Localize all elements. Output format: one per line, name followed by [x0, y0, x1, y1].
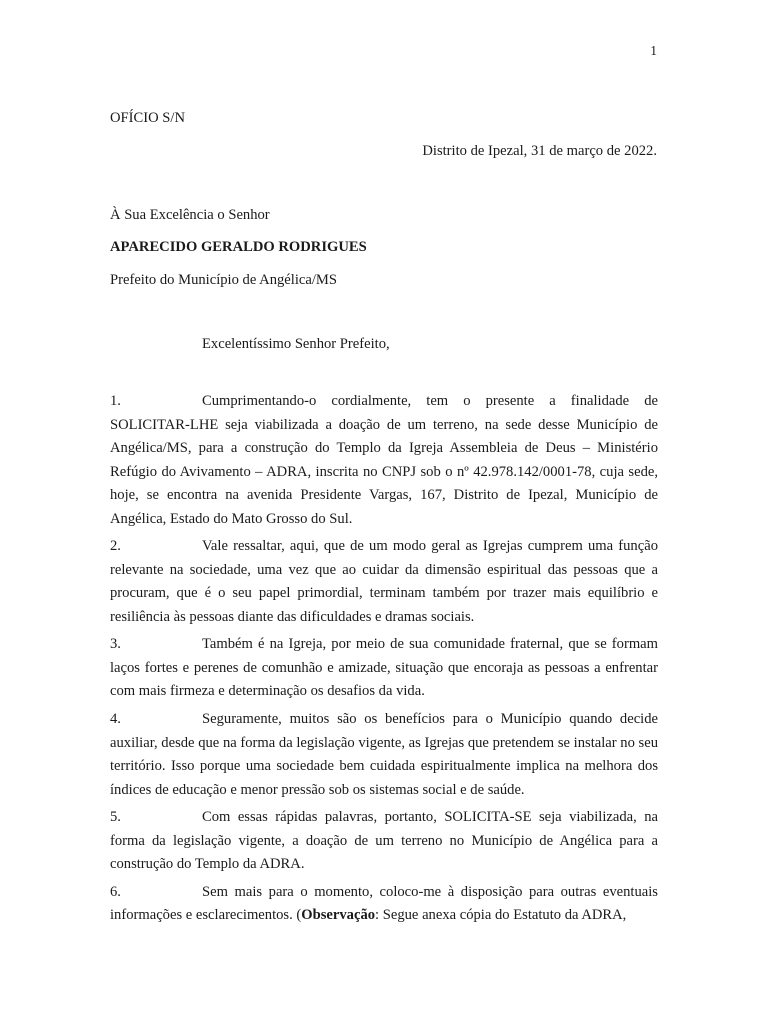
paragraph-number: 1. [110, 393, 121, 409]
letter-body [110, 390, 658, 932]
oficio-label: OFÍCIO S/N [110, 110, 186, 126]
addressee-title: Prefeito do Município de Angélica/MS [110, 272, 337, 288]
paragraph-text: Cumprimentando-o cordialmente, tem o presente a finalidade de SOLICITAR-LHE seja viabilizada a doação de um terreno, na sede desse Município de Angélica/MS, para a construção do Templo da Igreja Assembleia de Deus – Ministério Refúgio do Avivamento – ADRA, inscrita no CNPJ sob o nº 42.978.142/0001-78, cuja sede, hoje, se encontra na avenida Presidente Vargas, 167, Distrito de Ipezal, Município de Angélica, Estado do Mato Grosso do Sul. [110, 393, 658, 527]
page-number: 1 [650, 43, 657, 58]
paragraph-number: 6. [110, 883, 121, 900]
observation-label: Observação [301, 907, 376, 924]
paragraph-2 [110, 535, 658, 629]
paragraph-text: Seguramente, muitos são os benefícios para o Município quando decide auxiliar, desde que na forma da legislação vigente, as Igrejas que pretendem se instalar no seu território. Isso porque uma sociedade bem cuidada espiritualmente implica na melhora dos índices de educação e menor pressão sob os sistemas social e de saúde. [110, 711, 658, 798]
greeting: Excelentíssimo Senhor Prefeito, [202, 336, 390, 352]
paragraph-1 [110, 390, 658, 531]
paragraph-text: Também é na Igreja, por meio de sua comunidade fraternal, que se formam laços fortes e perenes de comunhão e amizade, situação que encoraja as pessoas a enfrentar com mais firmeza e determinação os desafios da vida. [110, 636, 658, 700]
addressee-name: APARECIDO GERALDO RODRIGUES [110, 239, 367, 255]
paragraph-text-after: : Segue anexa cópia do Estatuto da ADRA, [375, 907, 627, 924]
paragraph-number: 5. [110, 809, 121, 826]
paragraph-4 [110, 708, 658, 802]
paragraph-3 [110, 633, 658, 704]
addressee-salutation: À Sua Excelência o Senhor [110, 207, 270, 223]
paragraph-text-before: Sem mais para o momento, coloco-me à disposição para outras eventuais informações e esclarecimentos. ( [110, 883, 658, 924]
paragraph-text: Vale ressaltar, aqui, que de um modo geral as Igrejas cumprem uma função relevante na sociedade, uma vez que ao cuidar da dimensão espiritual das pessoas que a procuram, que é o seu papel primordial, terminam também por trazer mais equilíbrio e resiliência às pessoas diante das dificuldades e dramas sociais. [110, 538, 658, 625]
paragraph-5 [110, 806, 658, 877]
location-date: Distrito de Ipezal, 31 de março de 2022. [422, 143, 657, 159]
paragraph-number: 2. [110, 538, 121, 555]
paragraph-6 [110, 881, 658, 928]
paragraph-text: Com essas rápidas palavras, portanto, SOLICITA-SE seja viabilizada, na forma da legislação vigente, a doação de um terreno no Município de Angélica para a construção do Templo da ADRA. [110, 809, 658, 873]
paragraph-number: 3. [110, 636, 121, 653]
paragraph-number: 4. [110, 711, 121, 728]
